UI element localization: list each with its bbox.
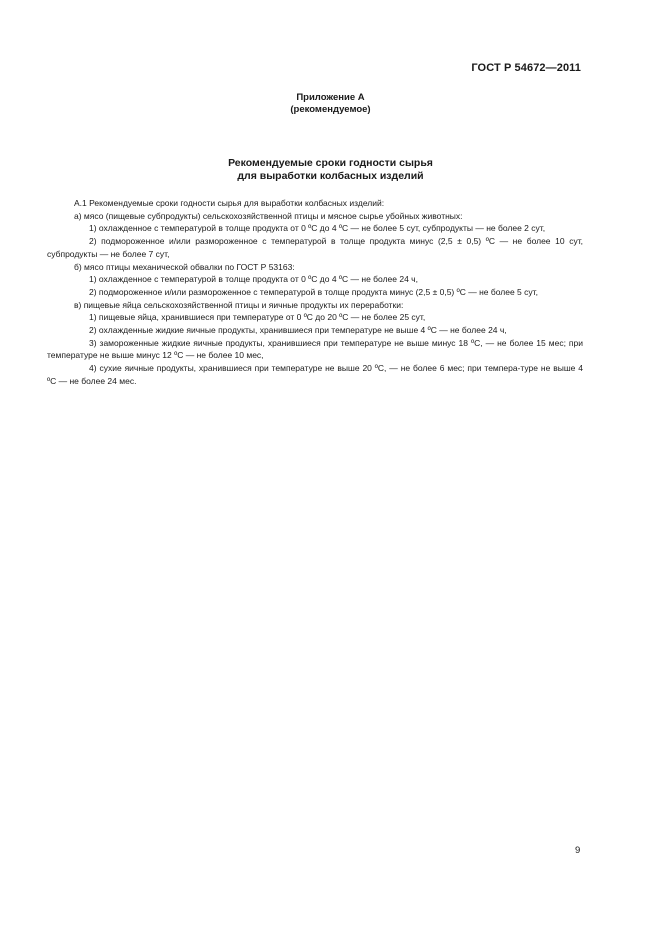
section-title-line-1: Рекомендуемые сроки годности сырья: [228, 157, 433, 169]
body-text: [47, 197, 583, 388]
appendix-heading: [0, 92, 661, 116]
section-title-line-2: для выработки колбасных изделий: [237, 170, 424, 182]
document-code: ГОСТ Р 54672—2011: [471, 62, 581, 74]
section-title: [0, 157, 661, 183]
paragraph-item-v: в) пищевые яйца сельскохозяйственной птицы и яичные продукты их переработки:: [74, 299, 404, 310]
paragraph-item-b: б) мясо птицы механической обвалки по ГОСТ Р 53163:: [74, 261, 295, 272]
paragraph-item-v-2: 2) охлажденные жидкие яичные продукты, хранившиеся при температуре не выше 4 ºС — не более 24 ч,: [89, 325, 507, 336]
paragraph-a1: А.1 Рекомендуемые сроки годности сырья для выработки колбасных изделий:: [74, 198, 385, 208]
paragraph-item-v-4: 4) сухие яичные продукты, хранившиеся при температуре не выше 20 ºС, — не более 6 мес; при темпера-туре не выше 4 ºС — не более 24 мес.: [47, 363, 583, 386]
paragraph-item-a: а) мясо (пищевые субпродукты) сельскохозяйственной птицы и мясное сырье убойных животных:: [74, 210, 463, 221]
appendix-title: Приложение А: [296, 92, 365, 103]
paragraph-item-a-1: 1) охлажденное с температурой в толще продукта от 0 ºС до 4 ºС — не более 5 сут, субпродукты — не более 2 сут,: [89, 223, 546, 234]
paragraph-item-v-1: 1) пищевые яйца, хранившиеся при температуре от 0 ºС до 20 ºС — не более 25 сут,: [89, 312, 426, 323]
paragraph-item-v-3: 3) замороженные жидкие яичные продукты, хранившиеся при температуре не выше минус 18 ºС, — не более 15 мес; при температуре не выше минус 12 ºС — не более 10 мес,: [47, 337, 583, 361]
page-number: 9: [575, 845, 581, 856]
paragraph-item-a-2: 2) подмороженное и/или размороженное с температурой в толще продукта минус (2,5 ± 0,5) ºС — не более 10 сут, субпродукты — не более 7 сут,: [47, 236, 583, 259]
appendix-status: (рекомендуемое): [290, 104, 371, 115]
paragraph-item-b-1: 1) охлажденное с температурой в толще продукта от 0 ºС до 4 ºС — не более 24 ч,: [89, 274, 418, 285]
paragraph-item-b-2: 2) подмороженное и/или размороженное с температурой в толще продукта минус (2,5 ± 0,5) ºС — не более 5 сут,: [89, 286, 538, 297]
